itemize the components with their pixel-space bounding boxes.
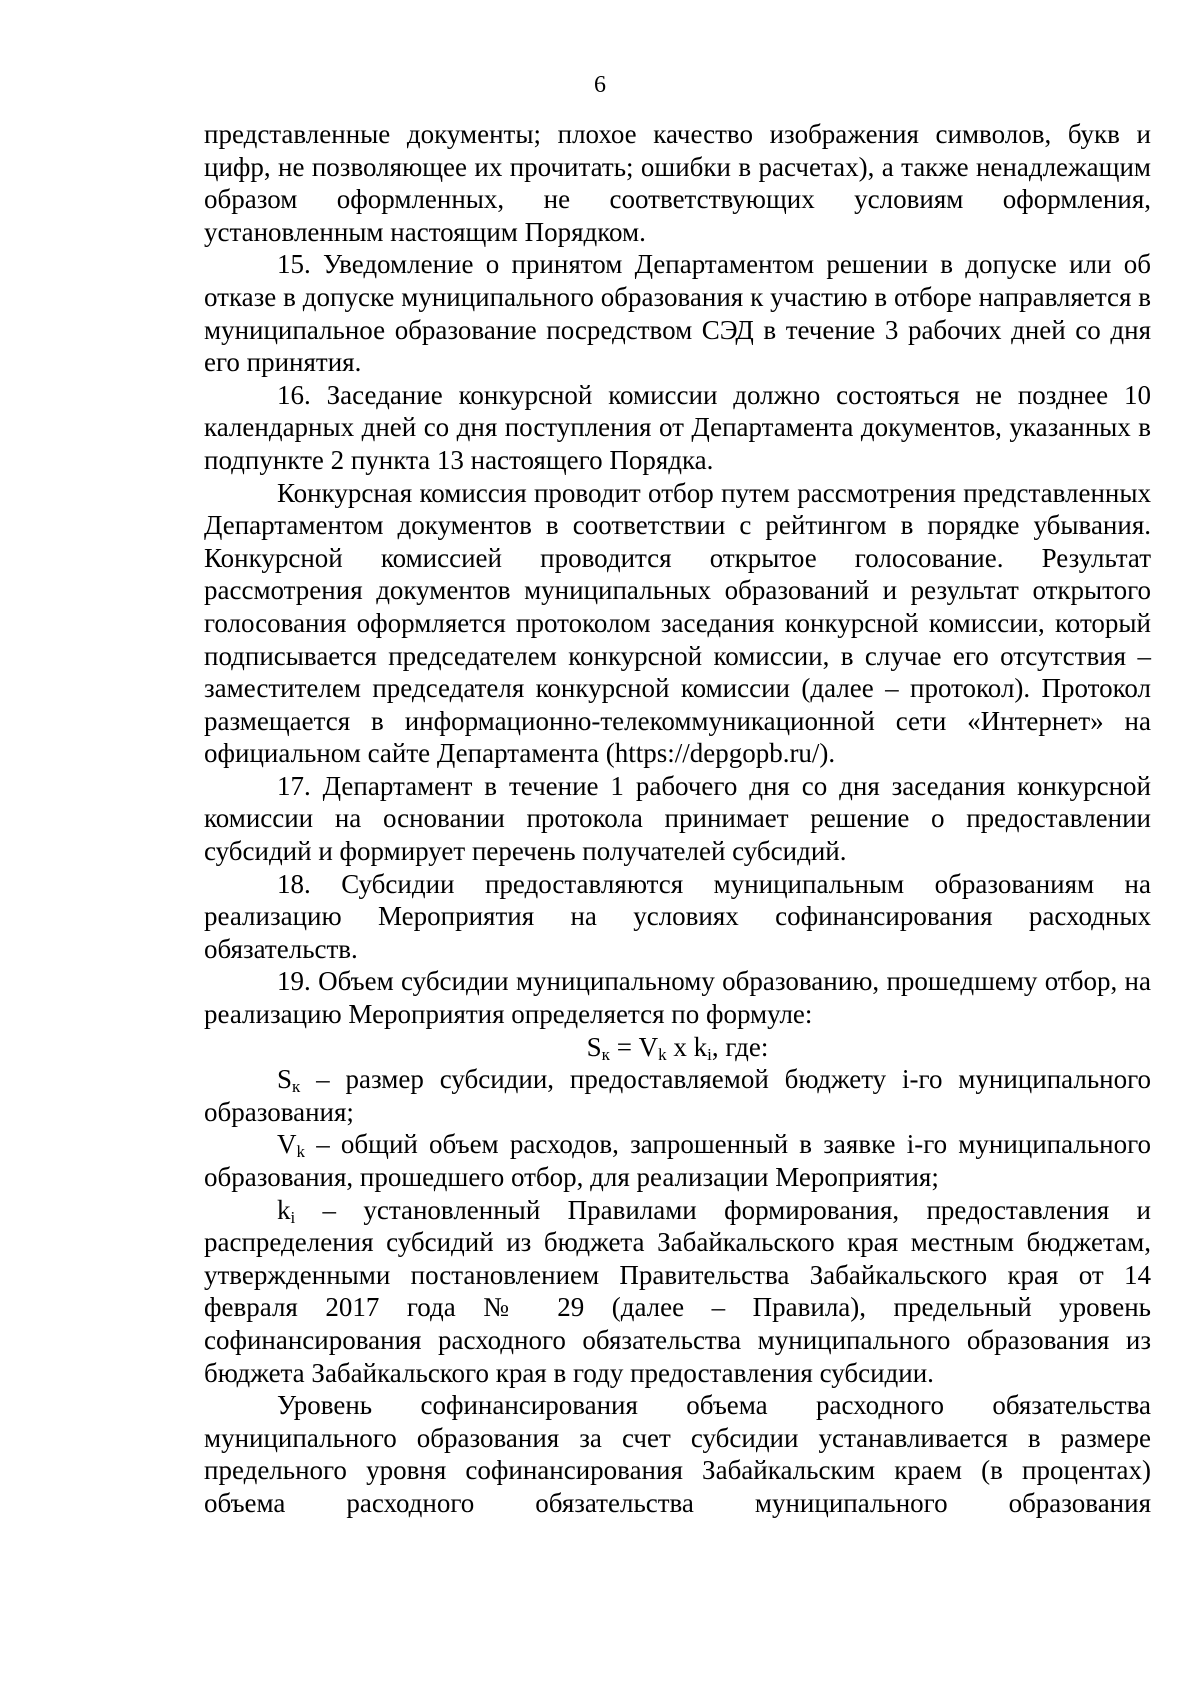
def-s-text: – размер субсидии, предоставляемой бюджету i-го муниципального образования; [204,1064,1151,1127]
paragraph-cofinancing-level: Уровень софинансирования объема расходного обязательства муниципального образования за счет субсидии устанавливается в размере предельного уровня софинансирования Забайкальским краем (в процентах) объема расходного обязательства муниципального образования [204,1390,1151,1518]
paragraph-17: 17. Департамент в течение 1 рабочего дня со дня заседания конкурсной комиссии на основании протокола принимает решение о предоставлении субсидий и формирует перечень получателей субсидий. [204,770,1151,867]
def-v-symbol: V [277,1129,297,1160]
definition-k [204,1194,1151,1390]
paragraph-19: 19. Объем субсидии муниципальному образованию, прошедшему отбор, на реализацию Мероприятия определяется по формуле: [204,966,1151,1030]
definition-v [204,1128,1151,1193]
page-number: 6 [594,72,606,98]
def-v-sub: k [296,1142,305,1162]
formula-s: S [586,1031,602,1062]
formula-v-sub: k [658,1044,667,1064]
paragraph-15: 15. Уведомление о принятом Департаментом решении в допуске или об отказе в допуске муниципального образования к участию в отборе направляется в муниципальное образование посредством СЭД в течение 3 рабочих дней со дня его принятия. [204,249,1151,378]
paragraph-18: 18. Субсидии предоставляются муниципальным образованиям на реализацию Мероприятия на условиях софинансирования расходных обязательств. [204,868,1151,964]
formula-k: k [693,1031,708,1062]
paragraph-16: 16. Заседание конкурсной комиссии должно состояться не позднее 10 календарных дней со дня поступления от Департамента документов, указанных в подпункте 2 пункта 13 настоящего Порядка. [204,379,1151,475]
formula-tail: , где: [711,1031,769,1062]
paragraph-16-commission: Конкурсная комиссия проводит отбор путем рассмотрения представленных Департаментом документов в соответствии с рейтингом в порядке убывания. Конкурсной комиссией проводится открытое голосование. Результат рассмотрения документов муниципальных образований и результат открытого голосования оформляется протоколом заседания конкурсной комиссии, который подписывается председателем конкурсной комиссии, в случае его отсутствия – заместителем председателя конкурсной комиссии (далее – протокол). Протокол размещается в информационно-телекоммуникационной сети «Интернет» на официальном сайте Департамента (https://depgopb.ru/). [204,477,1151,769]
document-body [204,118,1151,1520]
def-k-sub: i [290,1207,296,1227]
formula-v: V [638,1031,659,1062]
definition-s [204,1063,1151,1128]
paragraph-continuation: представленные документы; плохое качество изображения символов, букв и цифр, не позволяющее их прочитать; ошибки в расчетах), а также ненадлежащим образом оформленных, не соответствующих условиям оформления, установленным настоящим Порядком. [204,119,1151,247]
formula-k-sub: i [707,1044,712,1064]
def-s-symbol: S [277,1064,293,1095]
def-v-text: – общий объем расходов, запрошенный в заявке i-го муниципального образования, прошедшего отбор, для реализации Мероприятия; [204,1129,1151,1192]
subsidy-formula [204,1031,1151,1064]
def-s-sub: к [292,1077,301,1097]
def-k-text: – установленный Правилами формирования, предоставления и распределения субсидий из бюджета Забайкальского края местным бюджетам, утвержденными постановлением Правительства Забайкальского края от 14 февраля 2017 года № 29 (далее – Правила), предельный уровень софинансирования расходного обязательства муниципального образования из бюджета Забайкальского края в году предоставления субсидии. [204,1194,1151,1388]
formula-eq: = [609,1031,639,1062]
formula-s-sub: к [601,1044,610,1064]
formula-times: x [666,1031,694,1062]
def-k-symbol: k [277,1194,291,1225]
